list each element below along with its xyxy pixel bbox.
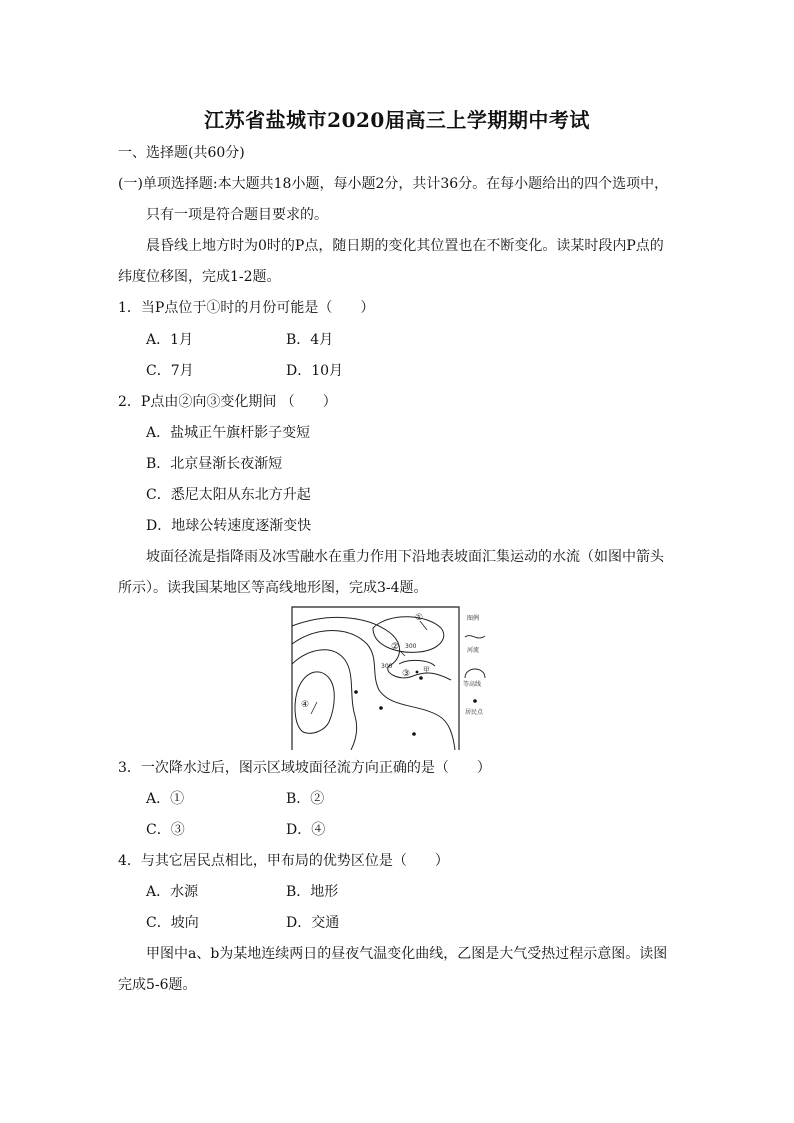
question-2-option-d: D．地球公转速度逐渐变快	[146, 518, 312, 534]
question-3-option-d: D．④	[286, 822, 326, 838]
legend-title: 图例	[467, 615, 480, 622]
question-1-option-a: A．1月	[146, 332, 194, 348]
marker-3: ③	[402, 669, 411, 679]
contour-label-300-b: 300	[381, 663, 393, 670]
question-1-option-b: B．4月	[286, 332, 334, 348]
question-4-option-b: B．地形	[286, 884, 339, 900]
runoff-arrow-2	[399, 650, 405, 656]
marker-1: ①	[415, 613, 424, 623]
settlement-dot	[354, 690, 358, 694]
section-heading: 一、选择题(共60分)	[118, 145, 245, 161]
question-3-option-b: B．②	[286, 791, 325, 807]
intro-paragraph-2: 坡面径流是指降雨及冰雪融水在重力作用下沿地表坡面汇集运动的水流（如图中箭头	[146, 549, 664, 565]
section-instructions-cont: 只有一项是符合题目要求的。	[146, 207, 328, 223]
contour-label-300-a: 300	[405, 643, 417, 650]
legend-settlement-symbol	[473, 699, 477, 703]
question-2-option-b: B．北京昼渐长夜渐短	[146, 456, 283, 472]
question-2-option-c: C．悉尼太阳从东北方升起	[146, 487, 311, 503]
question-1-option-c: C．7月	[146, 363, 194, 379]
settlement-dot	[412, 732, 416, 736]
marker-2: ②	[391, 642, 400, 652]
question-4-option-d: D．交通	[286, 915, 340, 931]
intro-paragraph-3-cont: 完成5-6题。	[118, 977, 197, 993]
page-title: 江苏省盐城市2020届高三上学期期中考试	[204, 108, 590, 132]
question-4-option-a: A．水源	[146, 884, 199, 900]
intro-paragraph-1-cont: 纬度位移图，完成1-2题。	[118, 269, 281, 285]
settlement-dot	[416, 671, 419, 674]
section-instructions: (一)单项选择题:本大题共18小题，每小题2分，共计36分。在每小题给出的四个选项中，	[118, 176, 669, 192]
legend-contour-symbol	[465, 669, 485, 678]
intro-paragraph-1: 晨昏线上地方时为0时的P点，随日期的变化其位置也在不断变化。读某时段内P点的	[146, 238, 664, 254]
intro-paragraph-3: 甲图中a、b为某地连续两日的昼夜气温变化曲线，乙图是大气受热过程示意图。读图	[146, 946, 668, 962]
question-3-option-a: A．①	[146, 791, 185, 807]
label-jia: 甲	[423, 666, 430, 674]
runoff-arrow-1	[420, 621, 427, 630]
question-3-stem: 3．一次降水过后，图示区域坡面径流方向正确的是（ ）	[118, 760, 491, 776]
legend-river-symbol	[465, 636, 485, 638]
marker-4: ④	[301, 700, 310, 710]
question-2-stem: 2．P点由②向③变化期间 （ ）	[118, 394, 337, 410]
question-1-option-d: D．10月	[286, 363, 344, 379]
runoff-arrow-4	[311, 702, 317, 714]
legend-settlement: 居民点	[465, 709, 484, 716]
legend-river: 河流	[467, 647, 480, 654]
settlement-dot	[379, 706, 383, 710]
legend-contour: 等高线	[463, 681, 482, 688]
intro-paragraph-2-cont: 所示）。读我国某地区等高线地形图，完成3-4题。	[118, 580, 428, 596]
question-4-option-c: C．坡向	[146, 915, 199, 931]
settlement-dot	[419, 676, 423, 680]
question-3-option-c: C．③	[146, 822, 185, 838]
question-2-option-a: A．盐城正午旗杆影子变短	[146, 425, 311, 441]
contour-map-figure	[289, 604, 491, 750]
question-4-stem: 4．与其它居民点相比，甲布局的优势区位是（ ）	[118, 853, 449, 869]
question-1-stem: 1．当P点位于①时的月份可能是（ ）	[118, 300, 375, 316]
